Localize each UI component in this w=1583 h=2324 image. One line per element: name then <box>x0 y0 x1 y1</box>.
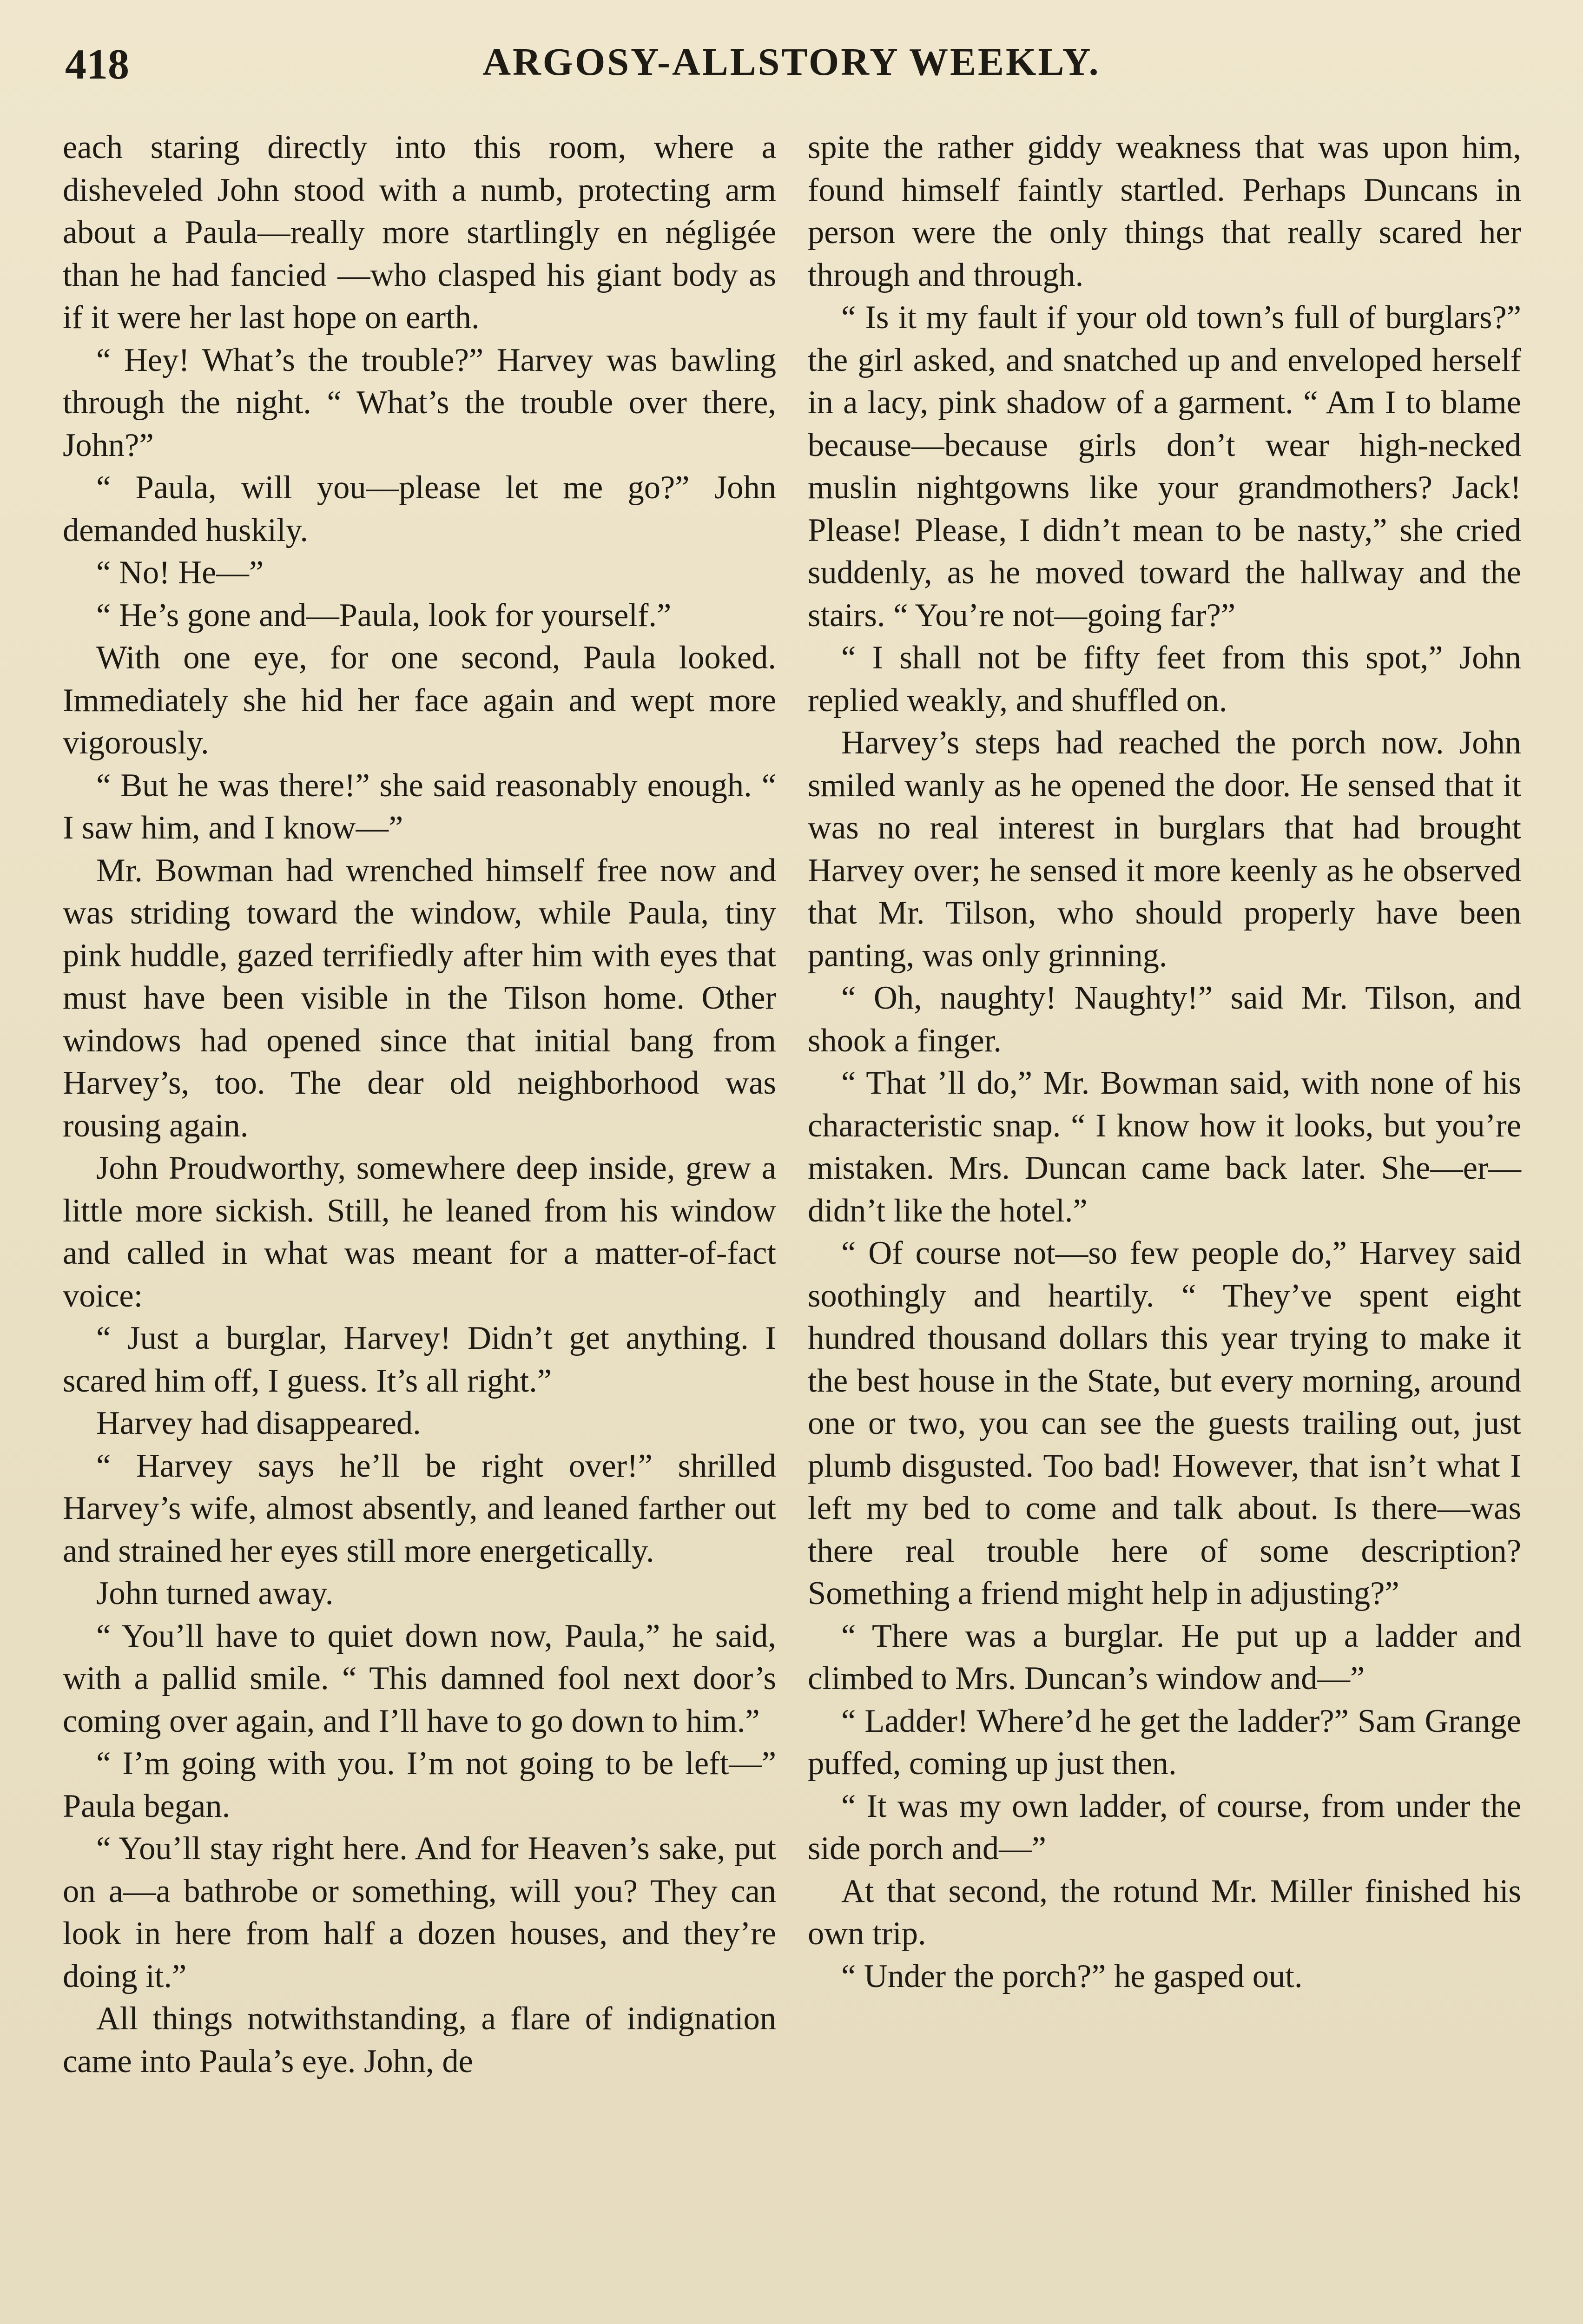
paragraph: “ Paula, will you—please let me go?” John demanded huskily. <box>63 469 776 548</box>
left-text-column <box>63 126 776 2083</box>
paragraph: John turned away. <box>96 1575 334 1611</box>
paragraph: each staring directly into this room, where a disheveled John stood with a numb, protecting arm about a Paula—really more startlingly en négligée than he had fancied —who clasped his giant body as if it were her last hope on earth. <box>63 129 776 336</box>
running-title: ARGOSY-ALLSTORY WEEKLY. <box>482 40 1101 84</box>
paragraph: “ Ladder! Where’d he get the ladder?” Sam Grange puffed, coming up just then. <box>808 1703 1521 1782</box>
paragraph: “ There was a burglar. He put up a ladder and climbed to Mrs. Duncan’s window and—” <box>808 1618 1521 1697</box>
paragraph: “ No! He—” <box>96 555 264 591</box>
paragraph: All things notwithstanding, a flare of indignation came into Paula’s eye. John, de <box>63 2000 776 2080</box>
paragraph: “ But he was there!” she said reasonably enough. “ I saw him, and I know—” <box>63 767 776 846</box>
paragraph: With one eye, for one second, Paula looked. Immediately she hid her face again and wept more vigorously. <box>63 640 776 761</box>
paragraph: “ It was my own ladder, of course, from under the side porch and—” <box>808 1788 1521 1867</box>
paragraph: “ He’s gone and—Paula, look for yourself.” <box>96 597 672 634</box>
paragraph: Harvey had disappeared. <box>96 1405 421 1441</box>
paragraph: John Proudworthy, somewhere deep inside, grew a little more sickish. Still, he leaned from his window and called in what was meant for a matter-of-fact voice: <box>63 1150 776 1314</box>
page-number: 418 <box>65 40 129 88</box>
paragraph: At that second, the rotund Mr. Miller finished his own trip. <box>808 1873 1521 1952</box>
paragraph: “ Just a burglar, Harvey! Didn’t get anything. I scared him off, I guess. It’s all right.” <box>63 1320 776 1399</box>
page-header <box>65 40 1518 95</box>
paragraph: “ You’ll have to quiet down now, Paula,” he said, with a pallid smile. “ This damned fool next door’s coming over again, and I’ll have to go down to him.” <box>63 1618 776 1739</box>
paragraph: “ Harvey says he’ll be right over!” shrilled Harvey’s wife, almost absently, and leaned farther out and strained her eyes still more energetically. <box>63 1447 776 1569</box>
right-text-column <box>808 126 1521 1998</box>
paragraph: “ Is it my fault if your old town’s full of burglars?” the girl asked, and snatched up and enveloped herself in a lacy, pink shadow of a garment. “ Am I to blame because—because girls don’t wear high-necked muslin nightgowns like your grandmothers? Jack! Please! Please, I didn’t mean to be nasty,” she cried suddenly, as he moved toward the hallway and the stairs. “ You’re not—going far?” <box>808 299 1521 634</box>
paragraph: “ Under the porch?” he gasped out. <box>841 1958 1303 1994</box>
paragraph: “ I’m going with you. I’m not going to be left—” Paula began. <box>63 1745 776 1824</box>
paragraph: “ Oh, naughty! Naughty!” said Mr. Tilson, and shook a finger. <box>808 980 1521 1059</box>
paragraph: “ Of course not—so few people do,” Harvey said soothingly and heartily. “ They’ve spent eight hundred thousand dollars this year trying to make it the best house in the State, but every morning, around one or two, you can see the guests trailing out, just plumb disgusted. Too bad! However, that isn’t what I left my bed to come and talk about. Is there—was there real trouble here of some description? Something a friend might help in adjusting?” <box>808 1235 1521 1611</box>
paragraph: Harvey’s steps had reached the porch now. John smiled wanly as he opened the door. He sensed that it was no real interest in burglars that had brought Harvey over; he sensed it more keenly as he observed that Mr. Tilson, who should properly have been panting, was only grinning. <box>808 725 1521 974</box>
paragraph: “ Hey! What’s the trouble?” Harvey was bawling through the night. “ What’s the trouble over there, John?” <box>63 342 776 463</box>
paragraph: “ That ’ll do,” Mr. Bowman said, with none of his characteristic snap. “ I know how it looks, but you’re mistaken. Mrs. Duncan came back later. She—er—didn’t like the hotel.” <box>808 1065 1521 1229</box>
paragraph: spite the rather giddy weakness that was upon him, found himself faintly startled. Perhaps Duncans in person were the only things that really scared her through and through. <box>808 129 1521 293</box>
paragraph: “ You’ll stay right here. And for Heaven’s sake, put on a—a bathrobe or something, will you? They can look in here from half a dozen houses, and they’re doing it.” <box>63 1830 776 1994</box>
paragraph: “ I shall not be fifty feet from this spot,” John replied weakly, and shuffled on. <box>808 640 1521 719</box>
paragraph: Mr. Bowman had wrenched himself free now and was striding toward the window, while Paula, tiny pink huddle, gazed terrifiedly after him with eyes that must have been visible in the Tilson home. Other windows had opened since that initial bang from Harvey’s, too. The dear old neighborhood was rousing again. <box>63 852 776 1144</box>
